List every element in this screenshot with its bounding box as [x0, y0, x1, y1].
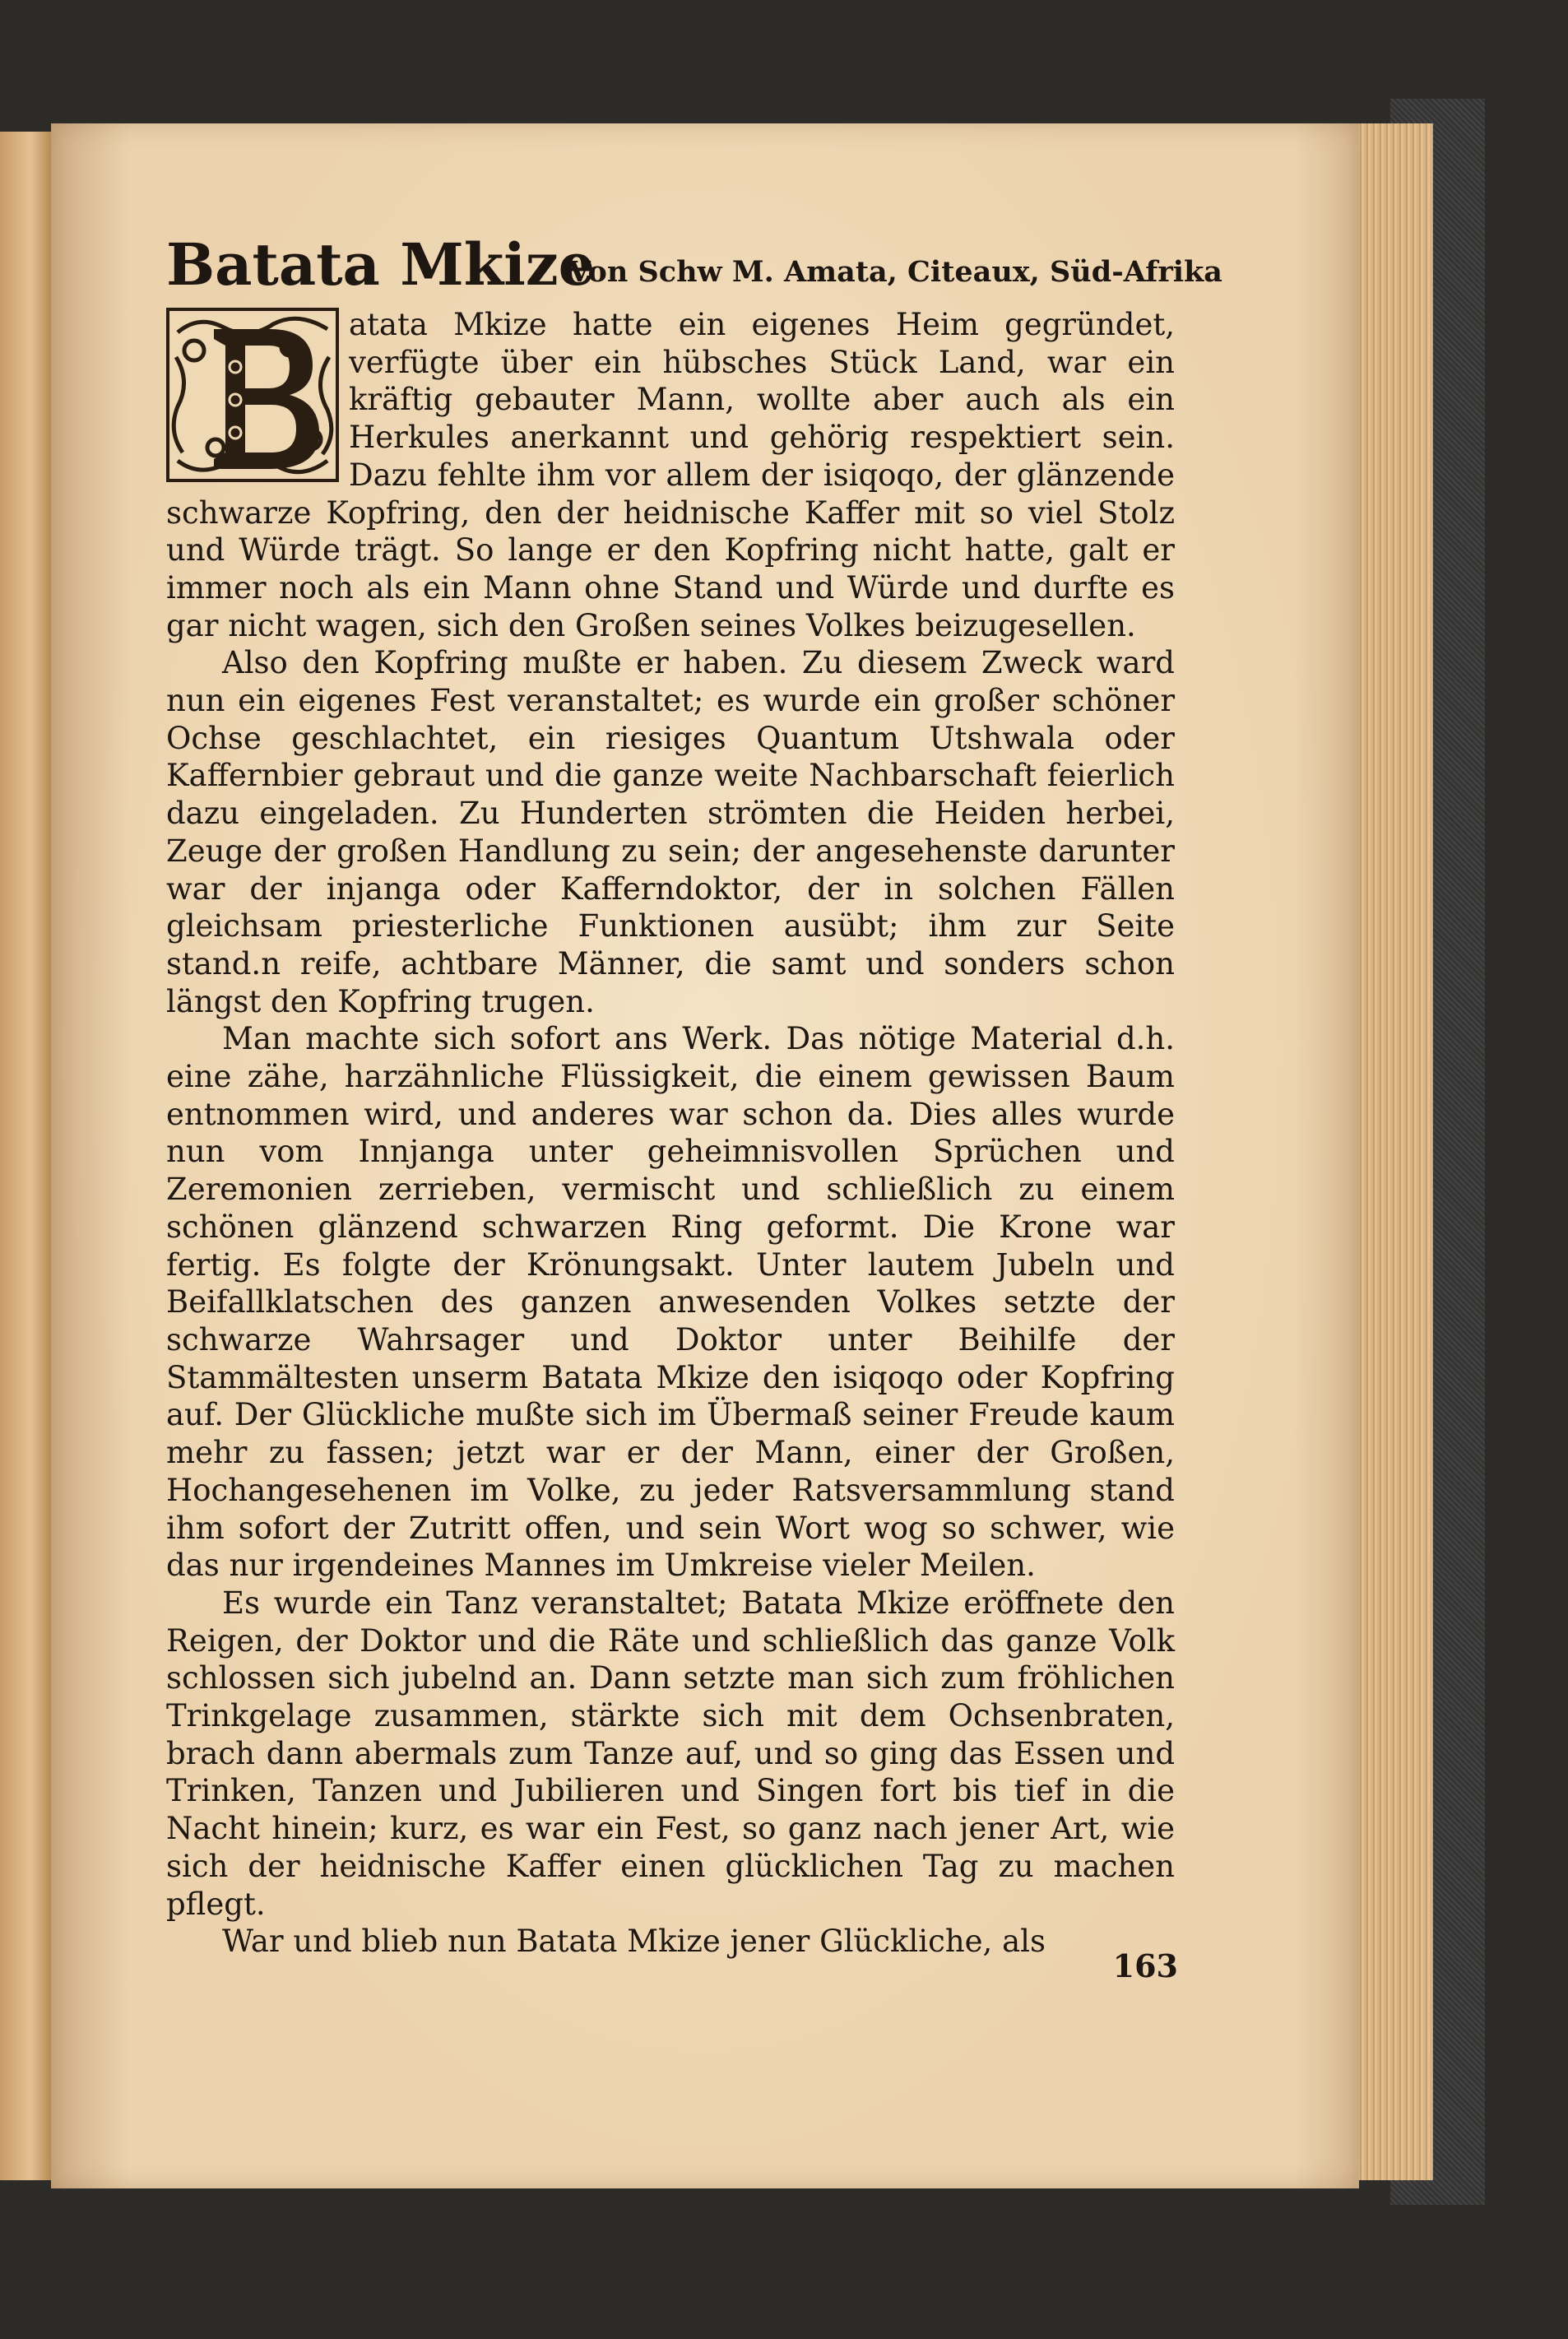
book-page — [51, 123, 1359, 2188]
paragraph-1-text: atata Mkize hatte ein eigenes Heim gegründet, verfügte über ein hübsches Stück Land, war ein kräftig gebauter Mann, wollte aber auch als ein Herkules anerkannt und gehörig respektiert sein. Dazu fehlte ihm vor allem der isiqoqo, der glänzende schwarze Kopfring, den der heidnische Kaffer mit so viel Stolz und Würde trägt. So lange er den Kopfring nicht hatte, galt er immer noch als ein Mann ohne Stand und Würde und durfte es gar nicht wagen, sich den Großen seines Volkes beizugesellen. — [166, 307, 1175, 643]
paragraph-3: Man machte sich sofort ans Werk. Das nötige Material d.h. eine zähe, harzähnliche Flüssigkeit, die einem gewissen Baum entnommen wird, und anderes war schon da. Dies alles wurde nun vom Innjanga unter geheimnisvollen Sprüchen und Zeremonien zerrieben, vermischt und schließlich zu einem schönen glänzend schwarzen Ring geformt. Die Krone war fertig. Es folgte der Krönungsakt. Unter lautem Jubeln und Beifallklatschen des ganzen anwesenden Volkes setzte der schwarze Wahrsager und Doktor unter Beihilfe der Stammältesten unserm Batata Mkize den isiqoqo oder Kopfring auf. Der Glückliche mußte sich im Übermaß seiner Freude kaum mehr zu fassen; jetzt war er der Mann, einer der Großen, Hochangesehenen im Volke, zu jeder Ratsversammlung stand ihm sofort der Zutritt offen, und sein Wort wog so schwer, wie das nur irgendeines Mannes im Umkreise vieler Meilen. — [166, 1021, 1175, 1584]
ornamental-initial-b-icon — [166, 308, 339, 482]
decorative-initial — [166, 308, 339, 482]
article-body — [166, 306, 1175, 1961]
paragraph-1 — [166, 306, 1175, 644]
page-edges — [1349, 123, 1433, 2180]
article-byline: Von Schw M. Amata, Citeaux, Süd-Afrika — [568, 255, 1222, 289]
paragraph-4: Es wurde ein Tanz veranstaltet; Batata Mkize eröffnete den Reigen, der Doktor und die Räte und schließlich das ganze Volk schlossen sich jubelnd an. Dann setzte man sich zum fröhlichen Trinkgelage zusammen, stärkte sich mit dem Ochsenbraten, brach dann abermals zum Tanze auf, und so ging das Essen und Trinken, Tanzen und Jubilieren und Singen fort bis tief in die Nacht hinein; kurz, es war ein Fest, so ganz nach jener Art, wie sich der heidnische Kaffer einen glücklichen Tag zu machen pflegt. — [166, 1585, 1175, 1922]
paragraph-2: Also den Kopfring mußte er haben. Zu diesem Zweck ward nun ein eigenes Fest veranstaltet; es wurde ein großer schöner Ochse geschlachtet, ein riesiges Quantum Utshwala oder Kaffernbier gebraut und die ganze weite Nachbarschaft feierlich dazu eingeladen. Zu Hunderten strömten die Heiden herbei, Zeuge der großen Handlung zu sein; der angesehenste darunter war der injanga oder Kafferndoktor, der in solchen Fällen gleichsam priesterliche Funktionen ausübt; ihm zur Seite stand.n reife, achtbare Männer, die samt und sonders schon längst den Kopfring trugen. — [166, 645, 1175, 1019]
paragraph-5: War und blieb nun Batata Mkize jener Glückliche, als — [222, 1924, 1046, 1960]
page-number: 163 — [1112, 1947, 1178, 1984]
left-page-edge — [0, 132, 51, 2180]
article-title: Batata Mkize — [166, 230, 596, 299]
